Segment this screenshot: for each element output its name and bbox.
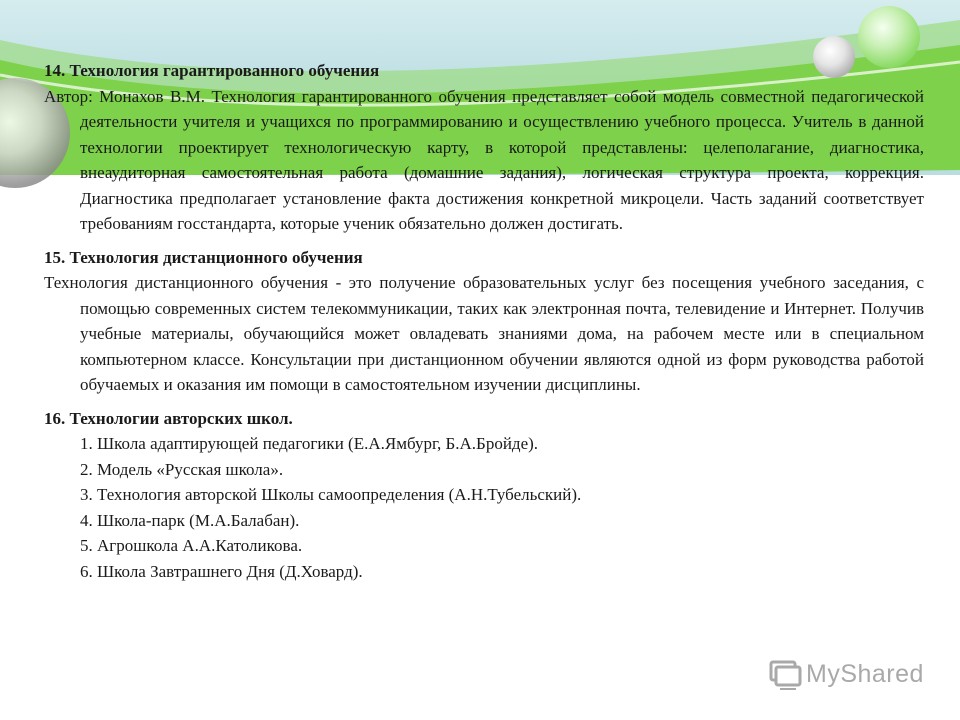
list-item: 3. Технология авторской Школы самоопределения (А.Н.Тубельский).	[80, 485, 582, 504]
author-schools-list	[44, 431, 924, 584]
section-15-heading: 15. Технология дистанционного обучения	[44, 247, 363, 267]
section-14-text: Автор: Монахов В.М. Технология гарантированного обучения представляет собой модель совместной педагогической деятельности учителя и учащихся по программированию и осуществлению учебного процесса. Учитель в данной технологии проектирует технологическую карту, в которой представлены: целеполагание, диагностика, внеаудиторная самостоятельная работа (домашние задания), логическая структура проекта, коррекция. Диагностика предполагает установление факта достижения конкретной микроцели. Часть заданий соответствует требованиям госстандарта, которые ученик обязательно должен достигать.	[44, 86, 924, 233]
list-item: 5. Агрошкола А.А.Католикова.	[80, 536, 303, 555]
section-14-heading: 14. Технология гарантированного обучения	[44, 61, 380, 80]
section-15-text: Технология дистанционного обучения - это получение образовательных услуг без посещения учебного заседания, с помощью современных систем телекоммуникации, таких как электронная почта, телевидение и Интернет. Получив учебные материалы, обучающийся может овладевать знаниями дома, на рабочем месте или в специальном компьютерном классе. Консультации при дистанционном обучении являются одной из форм руководства работой обучаемых и оказания им помощи в самостоятельном изучении дисциплины.	[44, 273, 924, 394]
presentation-icon	[768, 657, 802, 691]
section-16-heading: 16. Технологии авторских школ.	[44, 408, 293, 428]
myshared-watermark[interactable]	[768, 656, 938, 692]
list-item: 4. Школа-парк (М.А.Балабан).	[80, 510, 300, 530]
watermark-text: MyShared	[806, 659, 924, 688]
list-item: 6. Школа Завтрашнего Дня (Д.Ховард).	[80, 561, 363, 581]
list-item: 1. Школа адаптирующей педагогики (Е.А.Ямбург, Б.А.Бройде).	[80, 434, 539, 453]
slide-content	[44, 58, 924, 584]
list-item: 2. Модель «Русская школа».	[80, 459, 284, 479]
